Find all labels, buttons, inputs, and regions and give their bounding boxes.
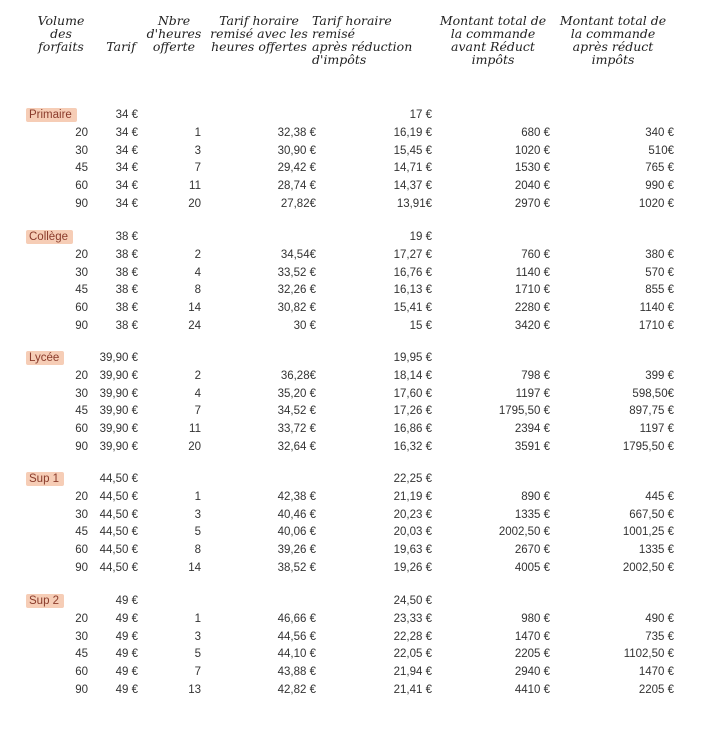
heures-cell: 4 xyxy=(194,387,201,400)
apres-cell: 14,37 € xyxy=(393,180,432,193)
apres-cell: 20,03 € xyxy=(393,526,432,539)
total-apres-cell: 1102,50 € xyxy=(623,648,674,661)
tarif-cell: 44,50 € xyxy=(99,544,138,557)
total-apres-cell: 1710 € xyxy=(638,320,674,332)
total-avant-cell: 3420 € xyxy=(514,320,550,332)
section-base-apres: 19,95 € xyxy=(393,352,432,364)
volume-cell: 45 xyxy=(75,162,88,175)
tarif-cell: 34 € xyxy=(115,126,138,139)
tarif-cell: 39,90 € xyxy=(99,405,138,418)
remise-cell: 32,64 € xyxy=(277,441,316,453)
total-apres-cell: 1470 € xyxy=(638,666,674,679)
total-avant-cell: 2205 € xyxy=(514,648,550,661)
volume-cell: 30 xyxy=(75,508,88,521)
apres-cell: 16,19 € xyxy=(393,126,432,139)
heures-cell: 1 xyxy=(194,612,201,625)
remise-cell: 33,52 € xyxy=(277,266,316,279)
volume-cell: 20 xyxy=(75,612,88,625)
tarif-cell: 34 € xyxy=(115,198,138,210)
tarif-cell: 39,90 € xyxy=(99,387,138,400)
total-apres-cell: 1140 € xyxy=(639,302,674,315)
apres-cell: 14,71 € xyxy=(393,162,432,175)
heures-cell: 11 xyxy=(189,423,201,436)
heures-cell: 1 xyxy=(194,126,201,139)
total-apres-cell: 990 € xyxy=(645,180,674,193)
heures-cell: 2 xyxy=(194,369,201,382)
volume-cell: 20 xyxy=(75,248,88,261)
tarif-cell: 39,90 € xyxy=(99,441,138,453)
remise-cell: 42,38 € xyxy=(277,490,316,503)
apres-cell: 16,86 € xyxy=(393,423,432,436)
section-label: Lycée xyxy=(26,351,64,365)
heures-cell: 13 xyxy=(188,684,201,696)
total-apres-cell: 2002,50 € xyxy=(622,562,674,574)
volume-cell: 45 xyxy=(75,526,88,539)
total-apres-cell: 570 € xyxy=(645,266,674,279)
total-avant-cell: 2394 € xyxy=(514,423,550,436)
tarif-cell: 34 € xyxy=(115,144,138,157)
heures-cell: 14 xyxy=(188,302,201,315)
section-base-tarif: 34 € xyxy=(115,109,138,121)
total-apres-cell: 2205 € xyxy=(638,684,674,696)
header-tarif-remise: Tarif horaire remisé avec les heures offertes xyxy=(210,13,308,54)
volume-cell: 60 xyxy=(75,302,88,315)
volume-cell: 60 xyxy=(75,180,88,193)
heures-cell: 20 xyxy=(188,198,201,210)
tarif-cell: 38 € xyxy=(115,248,138,261)
tarif-cell: 44,50 € xyxy=(99,508,138,521)
apres-cell: 16,76 € xyxy=(393,266,432,279)
total-apres-cell: 735 € xyxy=(645,630,674,643)
tarif-cell: 38 € xyxy=(115,284,138,297)
total-avant-cell: 1140 € xyxy=(515,266,550,279)
remise-cell: 32,26 € xyxy=(277,284,316,297)
header-tarif: Tarif xyxy=(106,39,136,54)
section-label: Sup 2 xyxy=(26,594,64,608)
total-avant-cell: 2940 € xyxy=(514,666,550,679)
heures-cell: 24 xyxy=(188,320,201,332)
section-base-apres: 24,50 € xyxy=(393,595,432,607)
tarif-cell: 39,90 € xyxy=(99,423,138,436)
remise-cell: 46,66 € xyxy=(277,612,316,625)
apres-cell: 22,28 € xyxy=(393,630,432,643)
total-avant-cell: 4005 € xyxy=(514,562,550,574)
tarif-cell: 49 € xyxy=(115,666,138,679)
heures-cell: 8 xyxy=(194,544,201,557)
tarif-cell: 44,50 € xyxy=(99,562,138,574)
total-avant-cell: 1335 € xyxy=(514,508,550,521)
section-base-tarif: 38 € xyxy=(115,231,138,243)
heures-cell: 3 xyxy=(194,144,201,157)
apres-cell: 17,27 € xyxy=(393,248,432,261)
total-avant-cell: 760 € xyxy=(521,248,550,261)
section-label: Collège xyxy=(26,230,73,244)
apres-cell: 21,41 € xyxy=(393,684,432,696)
apres-cell: 15,45 € xyxy=(393,144,432,157)
section-base-tarif: 44,50 € xyxy=(99,473,138,485)
total-avant-cell: 2670 € xyxy=(514,544,550,557)
remise-cell: 40,46 € xyxy=(277,508,316,521)
total-avant-cell: 3591 € xyxy=(514,441,550,453)
volume-cell: 60 xyxy=(75,544,88,557)
total-apres-cell: 1197 € xyxy=(639,423,674,436)
remise-cell: 39,26 € xyxy=(277,544,316,557)
section-base-tarif: 39,90 € xyxy=(99,352,138,364)
volume-cell: 20 xyxy=(75,126,88,139)
remise-cell: 44,56 € xyxy=(277,630,316,643)
heures-cell: 20 xyxy=(188,441,201,453)
remise-cell: 27,82€ xyxy=(280,198,316,210)
remise-cell: 28,74 € xyxy=(277,180,316,193)
heures-cell: 4 xyxy=(194,266,201,279)
total-avant-cell: 1710 € xyxy=(514,284,550,297)
total-avant-cell: 2040 € xyxy=(514,180,550,193)
total-avant-cell: 980 € xyxy=(521,612,550,625)
heures-cell: 3 xyxy=(194,508,201,521)
tarif-cell: 44,50 € xyxy=(99,526,138,539)
volume-cell: 45 xyxy=(75,405,88,418)
total-avant-cell: 1197 € xyxy=(515,387,550,400)
section-base-apres: 19 € xyxy=(409,231,432,243)
heures-cell: 1 xyxy=(194,490,201,503)
header-volume: Volume des forfaits xyxy=(37,13,85,54)
volume-cell: 45 xyxy=(75,648,88,661)
heures-cell: 14 xyxy=(188,562,201,574)
volume-cell: 30 xyxy=(75,387,88,400)
remise-cell: 43,88 € xyxy=(277,666,316,679)
total-apres-cell: 510€ xyxy=(648,144,674,157)
heures-cell: 7 xyxy=(194,666,201,679)
total-apres-cell: 897,75 € xyxy=(629,405,674,418)
volume-cell: 90 xyxy=(75,198,88,210)
remise-cell: 44,10 € xyxy=(277,648,316,661)
volume-cell: 60 xyxy=(75,666,88,679)
apres-cell: 16,13 € xyxy=(393,284,432,297)
remise-cell: 38,52 € xyxy=(277,562,316,574)
apres-cell: 18,14 € xyxy=(393,369,432,382)
apres-cell: 15 € xyxy=(409,320,432,332)
tarif-cell: 34 € xyxy=(115,162,138,175)
remise-cell: 34,54€ xyxy=(280,248,316,261)
tarif-cell: 38 € xyxy=(115,302,138,315)
heures-cell: 7 xyxy=(194,405,201,418)
tarif-cell: 38 € xyxy=(115,266,138,279)
total-apres-cell: 667,50 € xyxy=(629,508,674,521)
heures-cell: 3 xyxy=(194,630,201,643)
volume-cell: 90 xyxy=(75,684,88,696)
header-tarif-apres-reduction: Tarif horaire remisé après réduction d'impôts xyxy=(312,13,413,67)
apres-cell: 21,94 € xyxy=(393,666,432,679)
heures-cell: 5 xyxy=(194,526,201,539)
tarif-cell: 38 € xyxy=(115,320,138,332)
volume-cell: 20 xyxy=(75,369,88,382)
header-montant-apres: Montant total de la commande après réduct impôts xyxy=(559,13,667,67)
remise-cell: 30 € xyxy=(293,320,316,332)
total-apres-cell: 445 € xyxy=(645,490,674,503)
volume-cell: 90 xyxy=(75,320,88,332)
total-avant-cell: 4410 € xyxy=(514,684,550,696)
remise-cell: 34,52 € xyxy=(277,405,316,418)
apres-cell: 23,33 € xyxy=(393,612,432,625)
remise-cell: 42,82 € xyxy=(277,684,316,696)
total-avant-cell: 1795,50 € xyxy=(498,405,550,418)
tarif-cell: 39,90 € xyxy=(99,369,138,382)
total-avant-cell: 890 € xyxy=(521,490,550,503)
total-apres-cell: 380 € xyxy=(645,248,674,261)
total-apres-cell: 855 € xyxy=(645,284,674,297)
apres-cell: 20,23 € xyxy=(393,508,432,521)
section-base-tarif: 49 € xyxy=(115,595,138,607)
tarif-cell: 49 € xyxy=(115,630,138,643)
tarif-cell: 49 € xyxy=(115,612,138,625)
volume-cell: 90 xyxy=(75,441,88,453)
total-avant-cell: 798 € xyxy=(521,369,550,382)
apres-cell: 22,05 € xyxy=(393,648,432,661)
remise-cell: 32,38 € xyxy=(277,126,316,139)
remise-cell: 35,20 € xyxy=(277,387,316,400)
remise-cell: 40,06 € xyxy=(277,526,316,539)
total-avant-cell: 2002,50 € xyxy=(498,526,550,539)
heures-cell: 8 xyxy=(194,284,201,297)
heures-cell: 7 xyxy=(194,162,201,175)
remise-cell: 30,82 € xyxy=(277,302,316,315)
total-avant-cell: 2970 € xyxy=(514,198,550,210)
tarif-cell: 44,50 € xyxy=(99,490,138,503)
remise-cell: 33,72 € xyxy=(277,423,316,436)
total-avant-cell: 680 € xyxy=(521,126,550,139)
volume-cell: 30 xyxy=(75,266,88,279)
volume-cell: 90 xyxy=(75,562,88,574)
total-apres-cell: 1795,50 € xyxy=(622,441,674,453)
apres-cell: 19,26 € xyxy=(393,562,432,574)
total-apres-cell: 1020 € xyxy=(638,198,674,210)
total-apres-cell: 1001,25 € xyxy=(622,526,674,539)
total-apres-cell: 399 € xyxy=(645,369,674,382)
volume-cell: 30 xyxy=(75,630,88,643)
volume-cell: 30 xyxy=(75,144,88,157)
apres-cell: 17,26 € xyxy=(393,405,432,418)
volume-cell: 45 xyxy=(75,284,88,297)
tarif-cell: 49 € xyxy=(115,684,138,696)
total-apres-cell: 765 € xyxy=(645,162,674,175)
apres-cell: 17,60 € xyxy=(393,387,432,400)
total-apres-cell: 490 € xyxy=(645,612,674,625)
remise-cell: 30,90 € xyxy=(277,144,316,157)
apres-cell: 13,91€ xyxy=(396,198,432,210)
section-label: Primaire xyxy=(26,108,77,122)
section-base-apres: 22,25 € xyxy=(393,473,432,485)
apres-cell: 19,63 € xyxy=(393,544,432,557)
apres-cell: 16,32 € xyxy=(393,441,432,453)
total-apres-cell: 1335 € xyxy=(638,544,674,557)
heures-cell: 11 xyxy=(189,180,201,193)
total-apres-cell: 340 € xyxy=(645,126,674,139)
section-base-apres: 17 € xyxy=(409,109,432,121)
apres-cell: 21,19 € xyxy=(393,490,432,503)
section-label: Sup 1 xyxy=(26,472,64,486)
volume-cell: 60 xyxy=(75,423,88,436)
total-avant-cell: 1470 € xyxy=(514,630,550,643)
tarif-cell: 49 € xyxy=(115,648,138,661)
total-apres-cell: 598,50€ xyxy=(632,387,674,400)
total-avant-cell: 1020 € xyxy=(514,144,550,157)
apres-cell: 15,41 € xyxy=(393,302,432,315)
remise-cell: 29,42 € xyxy=(277,162,316,175)
total-avant-cell: 2280 € xyxy=(514,302,550,315)
heures-cell: 2 xyxy=(194,248,201,261)
volume-cell: 20 xyxy=(75,490,88,503)
header-nbre-heures: Nbre d'heures offerte xyxy=(146,13,202,54)
tarif-cell: 34 € xyxy=(115,180,138,193)
heures-cell: 5 xyxy=(194,648,201,661)
header-montant-avant: Montant total de la commande avant Réduct impôts xyxy=(439,13,547,67)
total-avant-cell: 1530 € xyxy=(514,162,550,175)
remise-cell: 36,28€ xyxy=(280,369,316,382)
